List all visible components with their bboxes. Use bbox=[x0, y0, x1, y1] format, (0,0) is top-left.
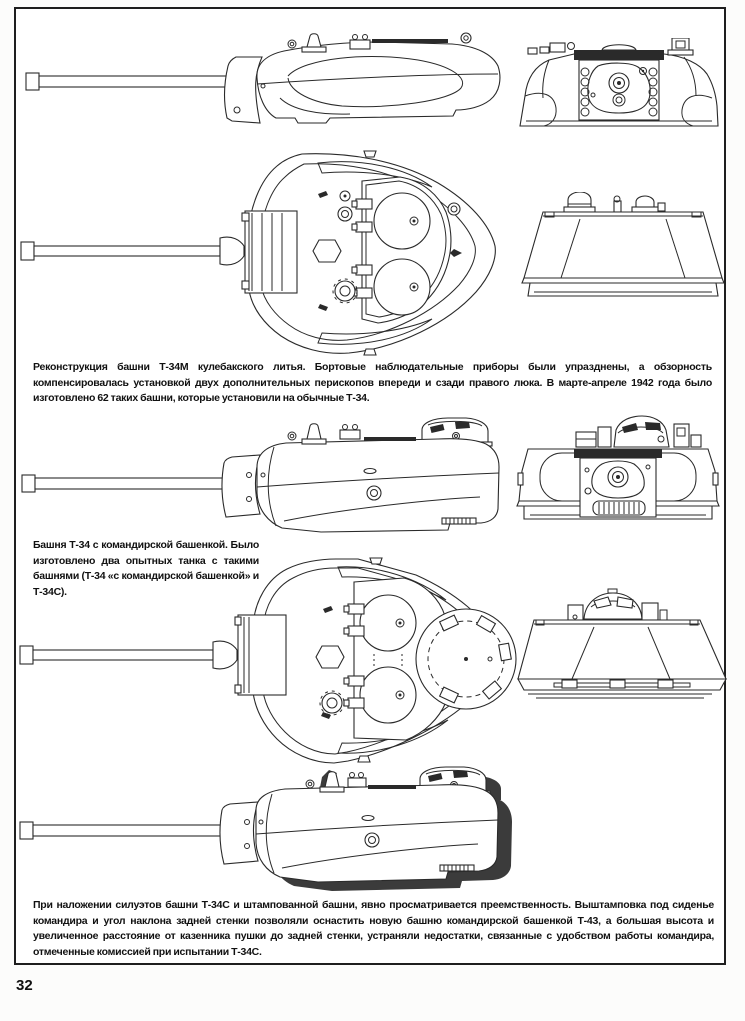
figure-t34m-turret-rear-view bbox=[516, 192, 730, 314]
figure-t34-cupola-turret-rear-view bbox=[514, 586, 730, 712]
figure-t34m-turret-front-view bbox=[516, 38, 722, 136]
caption-t34-cupola-turret: Башня Т-34 с командирской башенкой. Было изготовлено два опытных танка с такими башнями (Т-34 «с командирской башенкой» и Т-34С). bbox=[33, 539, 259, 598]
caption-t34s-overlay: При наложении силуэтов башни Т-34С и штампованной башни, явно просматривается преемственность. Выштамповка под сиденье командира и угол наклона задней стенки позволяли оснастить новую башню командирской башенкой Т-43, а большая высота и увеличенное расстояние от казенника пушки до задней стенки, устраняли недостатки, связанные с удобством работы командира, отмеченные комиссией при испытании Т-34С. bbox=[33, 899, 714, 958]
figure-t34m-turret-side-view bbox=[20, 28, 512, 140]
page-number: 32 bbox=[16, 977, 33, 994]
figure-t34-cupola-turret-side-view bbox=[18, 415, 510, 535]
caption-t34m-turret: Реконструкция башни Т-34М кулебакского литья. Бортовые наблюдательные приборы были упразднены, а обзорность компенсировалась установкой двух дополнительных перископов впереди и сзади правого люка. В марте-апреле 1942 года было изготовлено 62 таких башни, которые установили на обычные Т-34. bbox=[33, 361, 712, 404]
figure-t34-cupola-turret-top-view bbox=[18, 556, 520, 774]
figure-t34m-turret-top-view bbox=[18, 150, 518, 358]
figure-t34-cupola-turret-front-view bbox=[514, 415, 722, 537]
figure-t34s-silhouette-overlay-side-view bbox=[18, 765, 520, 900]
